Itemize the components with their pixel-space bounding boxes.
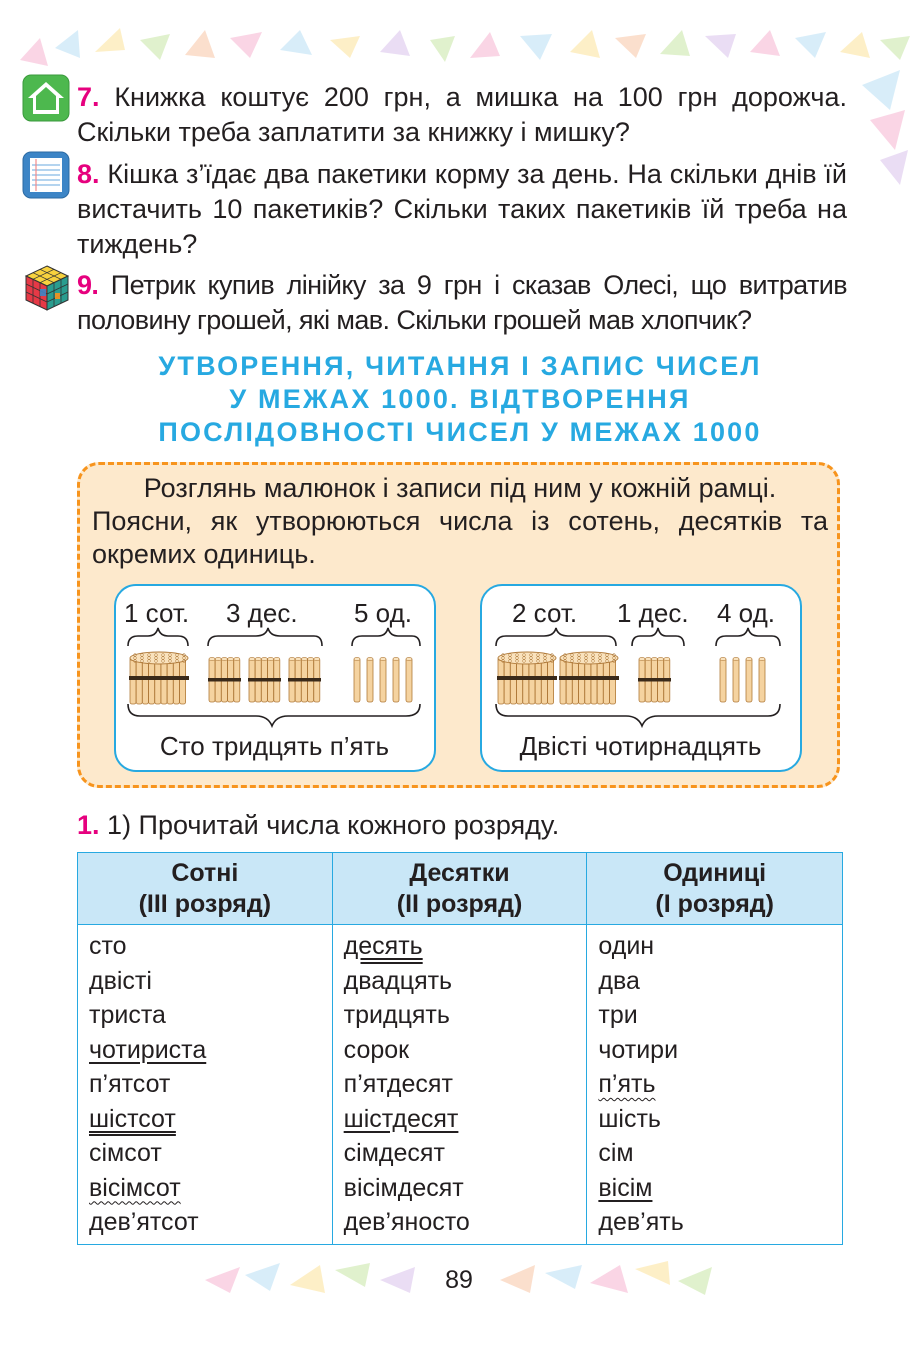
place-value-table bbox=[77, 852, 843, 1245]
ones-sticks bbox=[720, 657, 765, 702]
ones-column bbox=[587, 925, 843, 1245]
tens-bundles bbox=[208, 657, 321, 702]
task-text: Книжка коштує 200 грн, а мишка на 100 грн дорожча. Скільки треба заплатити за книжку і мишку? bbox=[77, 82, 847, 147]
intro-text bbox=[92, 472, 828, 571]
intro-line: Розглянь малюнок і записи під ним у кожній рамці. bbox=[143, 473, 777, 503]
section-title-line: УТВОРЕННЯ, ЧИТАННЯ І ЗАПИС ЧИСЕЛ bbox=[158, 351, 762, 381]
task-9 bbox=[77, 268, 847, 338]
list-item: один bbox=[598, 932, 655, 960]
hundred-bundle bbox=[559, 652, 619, 704]
ten-bundle bbox=[638, 657, 671, 702]
number-box-1 bbox=[114, 584, 436, 772]
hundreds-bundles bbox=[129, 652, 189, 704]
list-item: дев’ятсот bbox=[89, 1208, 199, 1236]
total-brace bbox=[496, 704, 780, 726]
list-item: вісім bbox=[598, 1173, 653, 1202]
hundreds-label: 2 сот. bbox=[512, 598, 578, 628]
number-caption: Сто тридцять п’ять bbox=[159, 731, 390, 761]
task-8 bbox=[77, 157, 847, 262]
ones-brace bbox=[716, 628, 780, 646]
header-hundreds bbox=[78, 853, 333, 925]
table-row bbox=[78, 925, 843, 1245]
list-item: вісімсот bbox=[89, 1173, 181, 1202]
hundred-bundle bbox=[129, 652, 189, 704]
single-stick bbox=[746, 657, 752, 702]
task-number: 8. bbox=[77, 159, 100, 189]
hundreds-brace bbox=[128, 628, 188, 646]
list-item: сім bbox=[598, 1139, 634, 1167]
list-item: сімдесят bbox=[343, 1139, 445, 1167]
number-caption: Двісті чотирнадцять bbox=[519, 731, 762, 761]
hundreds-column bbox=[78, 925, 333, 1245]
list-item: шість bbox=[598, 1104, 661, 1133]
ones-sticks bbox=[354, 657, 412, 702]
page-number: 89 bbox=[445, 1266, 473, 1294]
hundreds-label: 1 сот. bbox=[124, 598, 190, 628]
ten-bundle bbox=[288, 657, 321, 702]
list-item: чотири bbox=[598, 1035, 679, 1064]
header-sub: (I розряд) bbox=[655, 889, 774, 918]
header-sub: (III розряд) bbox=[138, 889, 272, 918]
header-title: Одиниці bbox=[663, 858, 767, 887]
exercise-text: 1) Прочитай числа кожного розряду. bbox=[107, 810, 560, 840]
tens-bundles bbox=[638, 657, 671, 702]
total-brace bbox=[128, 704, 420, 726]
list-item: двадцять bbox=[343, 966, 453, 995]
ones-label: 5 од. bbox=[354, 598, 412, 628]
ten-bundle bbox=[248, 657, 281, 702]
header-title: Сотні bbox=[171, 858, 239, 887]
section-title bbox=[60, 350, 860, 449]
rubik-cube-icon bbox=[22, 263, 72, 313]
single-stick bbox=[406, 657, 412, 702]
notebook-icon bbox=[22, 151, 70, 199]
single-stick bbox=[720, 657, 726, 702]
list-item: п’ять bbox=[598, 1070, 656, 1098]
hundreds-bundles bbox=[497, 652, 619, 704]
section-title-line: У МЕЖАХ 1000. ВІДТВОРЕННЯ bbox=[229, 384, 691, 414]
list-item: шістсот bbox=[89, 1104, 176, 1133]
tens-brace bbox=[208, 628, 322, 646]
home-icon bbox=[22, 74, 70, 122]
tens-column bbox=[332, 925, 587, 1245]
header-title: Десятки bbox=[409, 858, 510, 887]
task-text: Кішка з’їдає два пакетики корму за день. На скільки днів їй вистачить 10 пакетиків? Скільки таких пакетиків їй треба на тиждень? bbox=[77, 159, 847, 259]
list-item: двісті bbox=[89, 966, 152, 995]
list-item: п’ятдесят bbox=[343, 1070, 453, 1098]
list-item: десять bbox=[343, 932, 423, 960]
ten-bundle bbox=[208, 657, 241, 702]
table-header-row bbox=[78, 853, 843, 925]
ones-label: 4 од. bbox=[717, 598, 775, 628]
intro-line: Поясни, як утворюються числа із сотень, десятків та окремих одиниць. bbox=[92, 506, 828, 569]
list-item: вісімдесят bbox=[343, 1173, 464, 1202]
task-number: 7. bbox=[77, 82, 100, 112]
exercise-number: 1. bbox=[77, 810, 100, 840]
task-number: 9. bbox=[77, 270, 99, 300]
hundreds-brace bbox=[496, 628, 616, 646]
header-ones bbox=[587, 853, 843, 925]
exercise-1 bbox=[77, 808, 559, 843]
hundred-bundle bbox=[497, 652, 557, 704]
list-item: сімсот bbox=[89, 1139, 162, 1167]
list-item: сто bbox=[89, 932, 127, 960]
single-stick bbox=[380, 657, 386, 702]
single-stick bbox=[759, 657, 765, 702]
header-tens bbox=[332, 853, 587, 925]
task-7 bbox=[77, 80, 847, 150]
list-item: триста bbox=[89, 1001, 166, 1029]
list-item: чотириста bbox=[89, 1035, 207, 1064]
task-text: Петрик купив лінійку за 9 грн і сказав Олесі, що витратив половину грошей, які мав. Скільки грошей мав хлопчик? bbox=[77, 270, 847, 335]
list-item: дев’яносто bbox=[343, 1208, 470, 1236]
list-item: сорок bbox=[343, 1035, 410, 1064]
list-item: два bbox=[598, 966, 640, 995]
list-item: три bbox=[598, 1001, 638, 1029]
list-item: дев’ять bbox=[598, 1208, 684, 1236]
tens-label: 3 дес. bbox=[226, 598, 298, 628]
tens-brace bbox=[632, 628, 684, 646]
number-box-2 bbox=[480, 584, 802, 772]
list-item: п’ятсот bbox=[89, 1070, 171, 1098]
header-sub: (II розряд) bbox=[396, 889, 523, 918]
section-title-line: ПОСЛІДОВНОСТІ ЧИСЕЛ У МЕЖАХ 1000 bbox=[158, 417, 762, 447]
list-item: шістдесят bbox=[343, 1104, 459, 1133]
single-stick bbox=[367, 657, 373, 702]
ones-brace bbox=[352, 628, 420, 646]
list-item: тридцять bbox=[343, 1001, 450, 1029]
single-stick bbox=[733, 657, 739, 702]
tens-label: 1 дес. bbox=[617, 598, 689, 628]
single-stick bbox=[354, 657, 360, 702]
single-stick bbox=[393, 657, 399, 702]
